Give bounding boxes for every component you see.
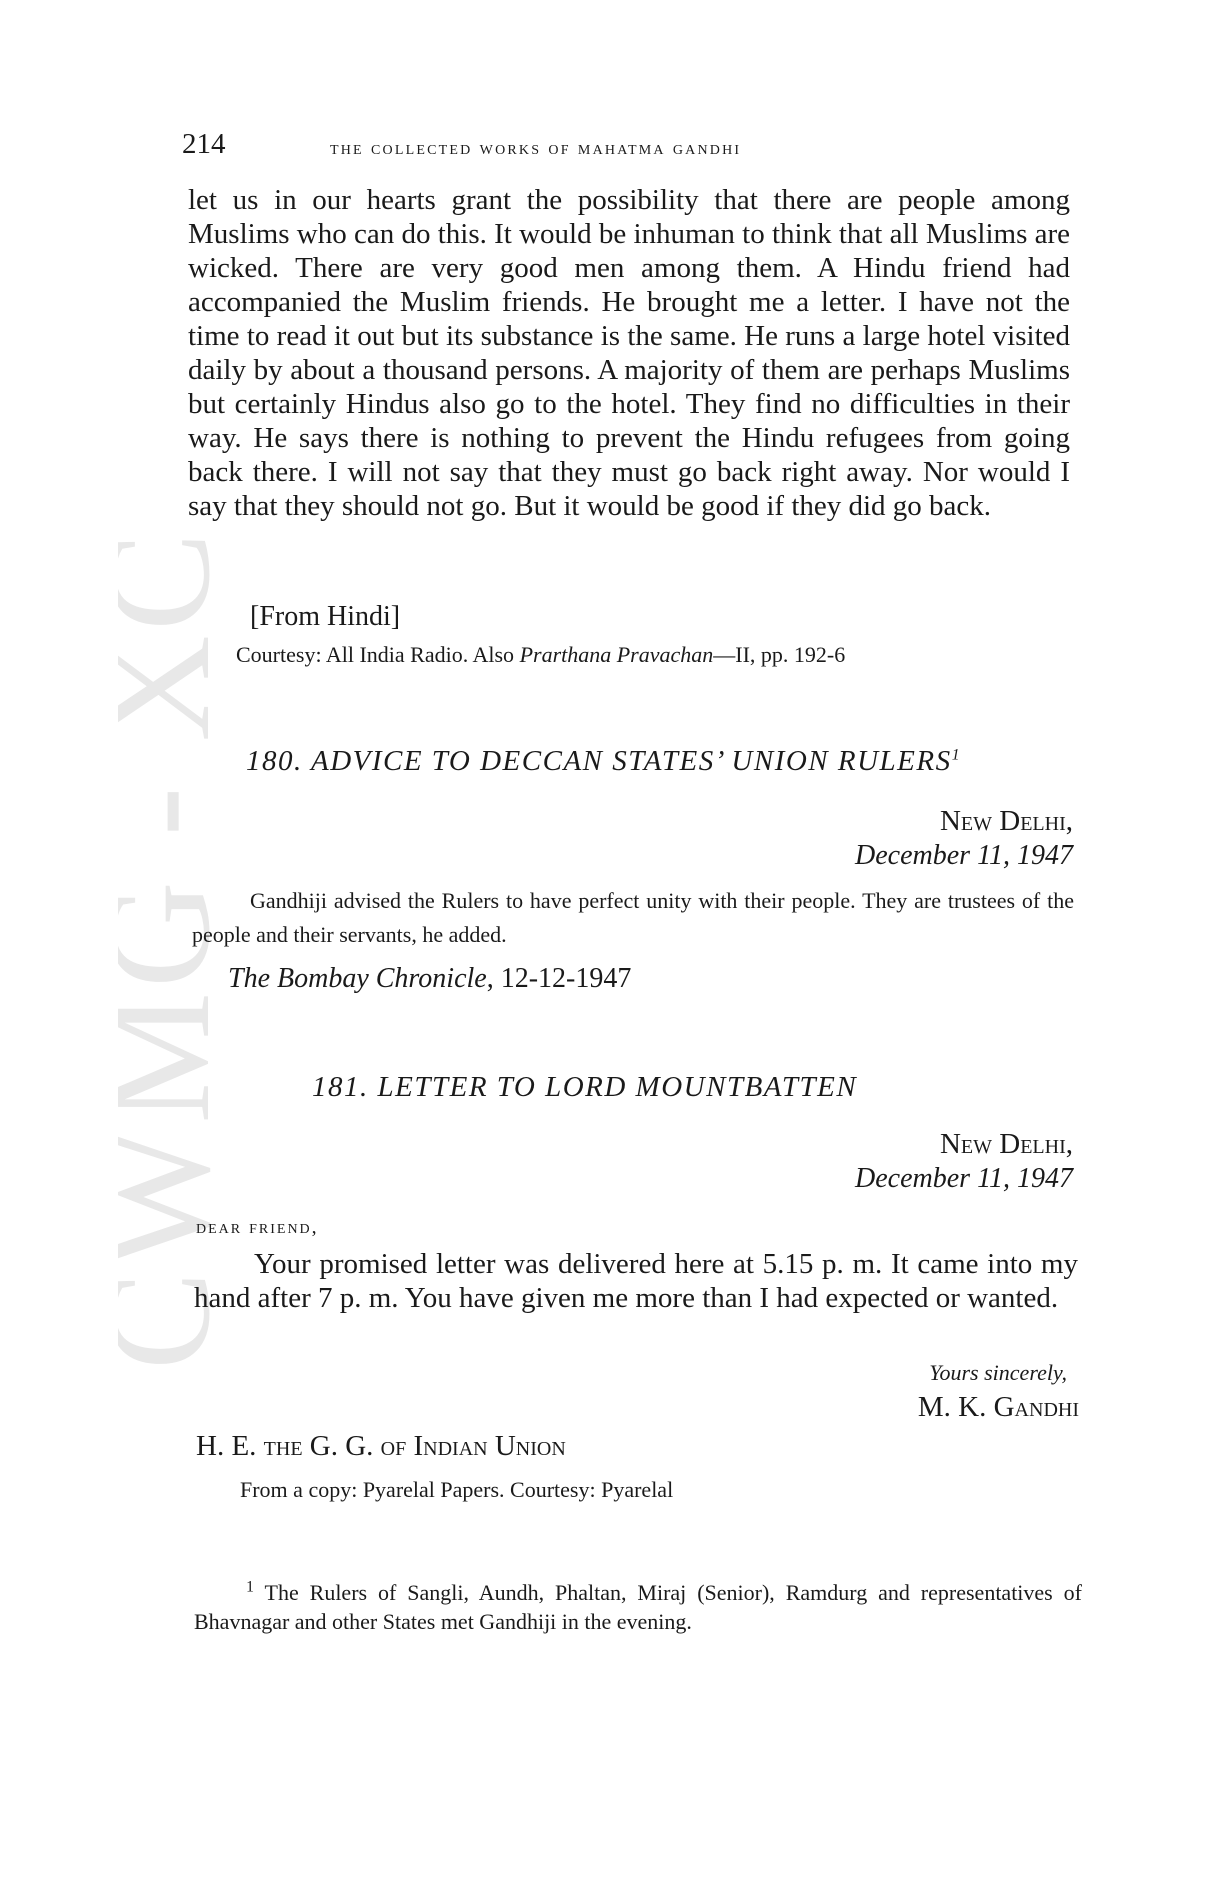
continued-source (250, 600, 1050, 634)
item-181-source-line: From a copy: Pyarelal Papers. Courtesy: Pyarelal (240, 1477, 674, 1502)
source-line: [From Hindi] (250, 601, 401, 632)
item-180-heading-text: 180. ADVICE TO DECCAN STATES’ UNION RULERS (246, 745, 952, 777)
footnote (194, 1578, 1082, 1636)
footnote-marker: 1 (246, 1578, 254, 1596)
addressee: H. E. the G. G. of Indian Union (196, 1430, 566, 1462)
item-180-date: December 11, 1947 (855, 840, 1073, 871)
closing: Yours sincerely, (929, 1360, 1067, 1385)
signature: M. K. Gandhi (917, 1391, 1079, 1423)
salutation: dear friend, (196, 1216, 319, 1238)
courtesy-line (236, 640, 1076, 670)
watermark-text: CWMG XC (118, 530, 218, 1370)
running-title: the collected works of mahatma gandhi (330, 137, 742, 159)
continued-paragraph: let us in our hearts grant the possibility that there are people among Muslims who can do this. It would be inhuman to think that all Muslims are wicked. There are very good men among them. A Hindu friend had accompanied the Muslim friends. He brought me a letter. I have not the time to read it out but its substance is the same. He runs a large hotel visited daily by about a thousand persons. A majority of them are perhaps Muslims but certainly Hindus also go to the hotel. They find no difficulties in their way. He says there is nothing to prevent the Hindu refugees from going back there. I will not say that they must go back right away. Nor would I say that they should not go. But it would be good if they did go back. (188, 184, 1071, 522)
item-180-source (228, 962, 1028, 996)
courtesy-title: Prarthana Pravachan (519, 642, 714, 667)
item-180-source-title: The Bombay Chronicle (228, 963, 487, 994)
item-181-place: New Delhi, (939, 1128, 1073, 1160)
continued-courtesy (236, 640, 1076, 670)
item-180-source-line (228, 962, 1028, 996)
item-180-paragraph: Gandhiji advised the Rulers to have perfect unity with their people. They are trustees of the people and their servants, he added. (192, 888, 1074, 947)
continued-section (188, 183, 1070, 523)
item-181-date: December 11, 1947 (855, 1163, 1073, 1194)
item-180-heading (246, 745, 961, 778)
courtesy-prefix: Courtesy: All India Radio. Also (236, 642, 520, 667)
item-180-place: New Delhi, (939, 805, 1073, 837)
item-181-source (240, 1475, 1060, 1505)
item-181-heading: 181. LETTER TO LORD MOUNTBATTEN (312, 1071, 858, 1103)
item-180-body (192, 884, 1074, 952)
running-head (182, 128, 1082, 168)
item-181-paragraph: Your promised letter was delivered here at 5.15 p. m. It came into my hand after 7 p. m. You have given me more than I had expected or wanted. (194, 1248, 1078, 1314)
page-number: 214 (182, 128, 226, 160)
item-181-body (194, 1247, 1078, 1315)
item-180-source-date: , 12-12-1947 (486, 963, 632, 994)
courtesy-suffix: —II, pp. 192-6 (713, 642, 846, 667)
footnote-reference: 1 (951, 746, 962, 764)
footnote-text: The Rulers of Sangli, Aundh, Phaltan, Miraj (Senior), Ramdurg and representatives of Bhavnagar and other States met Gandhiji in the evening. (194, 1580, 1082, 1634)
